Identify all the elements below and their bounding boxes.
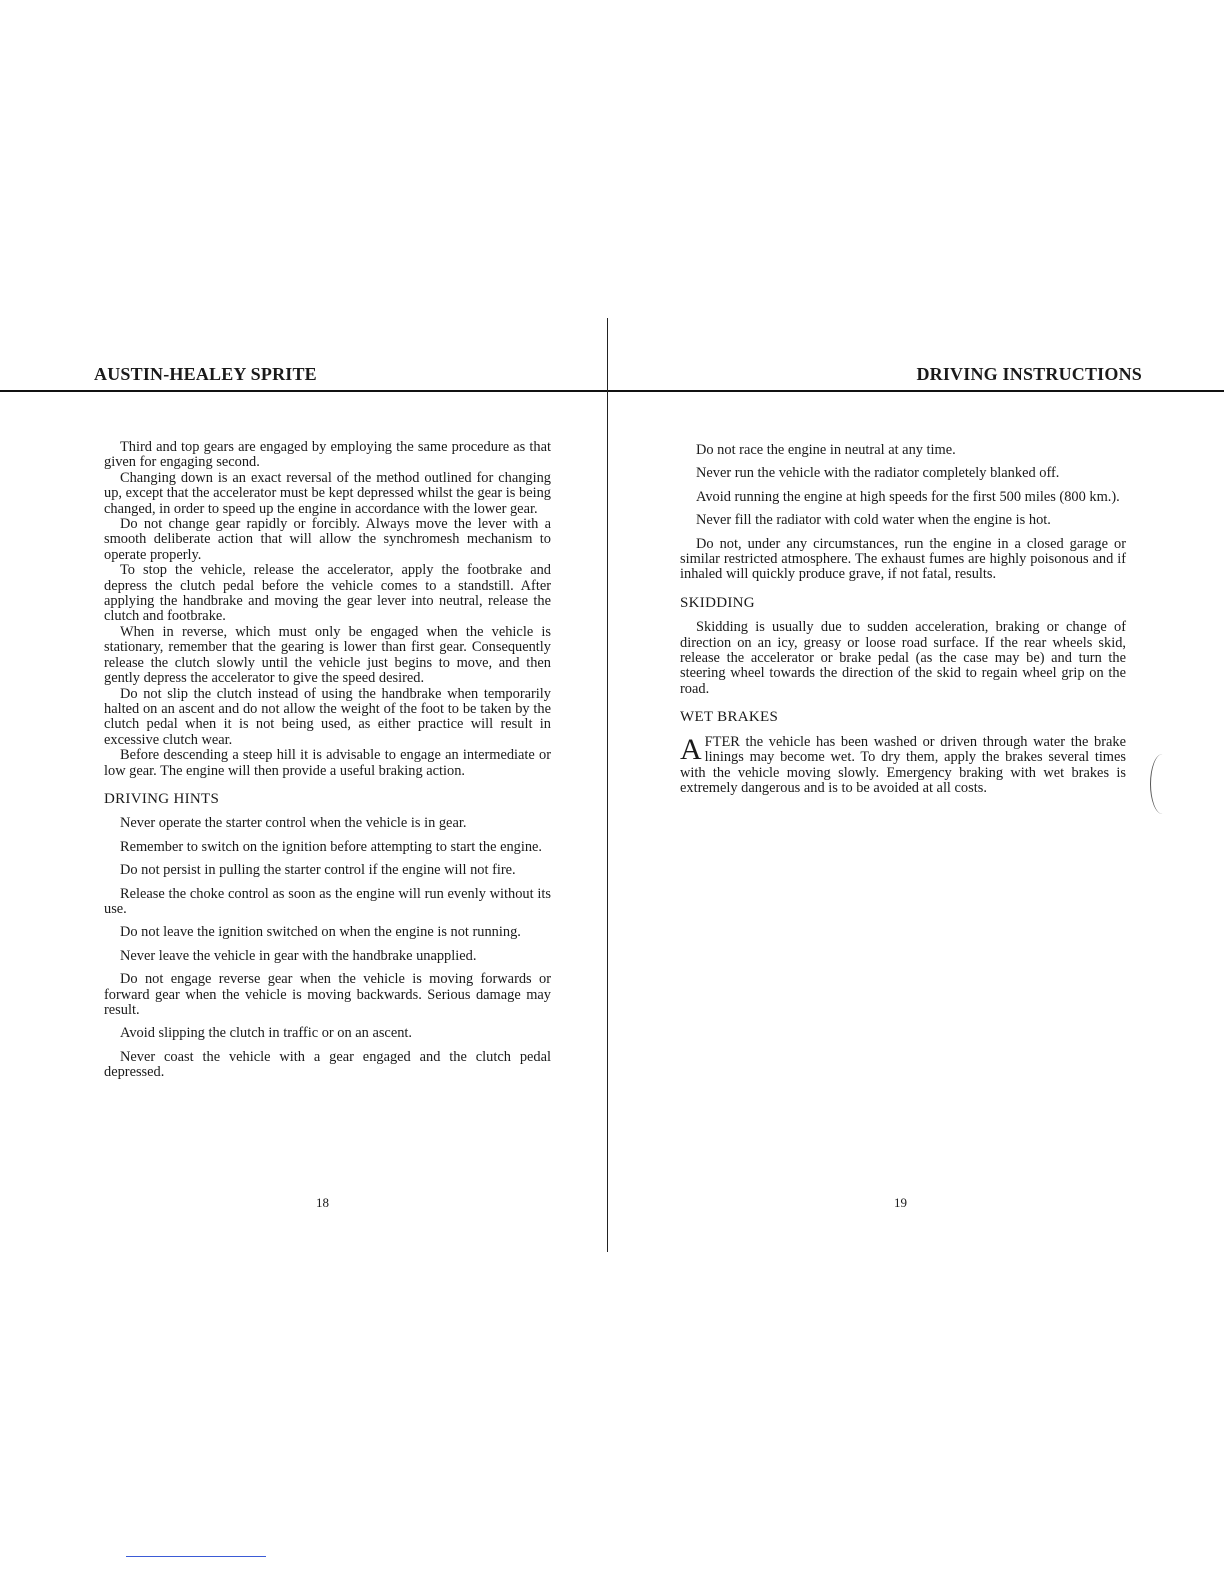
hint-item: Do not leave the ignition switched on when the engine is not running. (120, 924, 521, 941)
hint-item: Never operate the starter control when the vehicle is in gear. (120, 815, 467, 832)
paragraph: Third and top gears are engaged by employing the same procedure as that given for engaging second. (104, 439, 551, 471)
hint-item: Do not, under any circumstances, run the engine in a closed garage or similar restricted atmosphere. The exhaust fumes are highly poisonous and if inhaled will quickly produce grave, if not fatal, results. (680, 535, 1126, 583)
header-rule (0, 390, 1224, 392)
hint-item: Release the choke control as soon as the engine will run evenly without its use. (104, 885, 551, 917)
hint-item: Do not persist in pulling the starter control if the engine will not fire. (120, 862, 516, 879)
skidding-paragraph: Skidding is usually due to sudden acceleration, braking or change of direction on an icy, greasy or loose road surface. If the rear wheels skid, release the accelerator or brake pedal (as the case may be) and turn the steering wheel towards the direction of the skid to regain wheel grip on the road. (680, 619, 1126, 697)
hint-item: Do not race the engine in neutral at any time. (696, 442, 956, 458)
paragraph: Do not slip the clutch instead of using the handbrake when temporarily halted on an ascent and do not allow the weight of the foot to be taken by the clutch pedal when it is not being used, as either practice will result in excessive clutch wear. (104, 685, 551, 748)
hint-item: Never coast the vehicle with a gear engaged and the clutch pedal depressed. (104, 1048, 551, 1081)
driving-hints-heading: DRIVING HINTS (104, 790, 220, 807)
hint-item: Never run the vehicle with the radiator completely blanked off. (696, 465, 1060, 482)
drop-cap: A (680, 732, 702, 766)
wet-brakes-paragraph (680, 732, 1126, 797)
paragraph: When in reverse, which must only be engaged when the vehicle is stationary, remember that the gearing is lower than first gear. Consequently release the clutch slowly until the vehicle just begins to move, and then gently depress the accelerator to give the speed desired. (104, 623, 551, 687)
hint-item: Avoid slipping the clutch in traffic or on an ascent. (120, 1025, 412, 1042)
page-number-right: 19 (894, 1195, 907, 1210)
gutter-line (607, 318, 608, 1252)
wet-brakes-text: FTER the vehicle has been washed or driven through water the brake linings may become wet. To dry them, apply the brakes several times with the vehicle moving slowly. Emergency braking with wet brakes is extremely dangerous and is to be avoided at all costs. (680, 733, 1126, 796)
paragraph: Do not change gear rapidly or forcibly. Always move the lever with a smooth deliberate action that will allow the synchromesh mechanism to operate properly. (104, 516, 551, 563)
footer-rule (126, 1556, 266, 1557)
paragraph: To stop the vehicle, release the accelerator, apply the footbrake and depress the clutch pedal before the vehicle comes to a standstill. After applying the handbrake and moving the gear lever into neutral, release the clutch and footbrake. (104, 562, 551, 625)
hint-item: Never fill the radiator with cold water when the engine is hot. (696, 512, 1051, 529)
paragraph: Before descending a steep hill it is advisable to engage an intermediate or low gear. The engine will then provide a useful braking action. (104, 747, 551, 779)
skidding-heading: SKIDDING (680, 594, 755, 611)
right-running-header: DRIVING INSTRUCTIONS (916, 364, 1142, 384)
left-running-header: AUSTIN-HEALEY SPRITE (94, 364, 317, 384)
wet-brakes-heading: WET BRAKES (680, 709, 779, 726)
right-page (680, 443, 1126, 796)
hint-item: Do not engage reverse gear when the vehicle is moving forwards or forward gear when the vehicle is moving backwards. Serious damage may result. (104, 971, 551, 1018)
paragraph: Changing down is an exact reversal of the method outlined for changing up, except that the accelerator must be kept depressed whilst the gear is being changed, in order to speed up the engine in accordance with the lower gear. (104, 469, 551, 517)
left-page (104, 440, 551, 1089)
hint-item: Avoid running the engine at high speeds for the first 500 miles (800 km.). (696, 488, 1120, 505)
page-number-left: 18 (316, 1195, 329, 1210)
hint-item: Remember to switch on the ignition before attempting to start the engine. (120, 838, 543, 855)
hint-item: Never leave the vehicle in gear with the handbrake unapplied. (120, 947, 477, 964)
margin-bracket-mark (1150, 754, 1175, 814)
